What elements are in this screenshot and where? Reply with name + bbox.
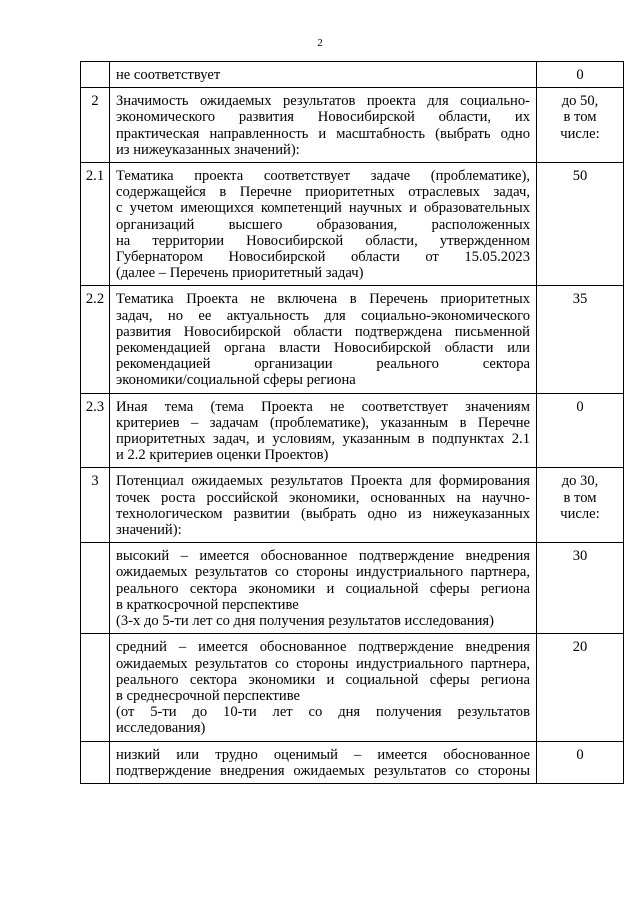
table-row xyxy=(81,286,624,393)
criterion-text-line: организаций высшего образования, расположенных xyxy=(116,216,530,233)
criterion-text-line: низкий или трудно оценимый – имеется обоснованное xyxy=(116,746,530,763)
criterion-text-line: (от 5-ти до 10-ти лет со дня получения результатов xyxy=(116,704,530,721)
score-cell xyxy=(537,88,624,163)
score-cell xyxy=(537,468,624,543)
criterion-description-cell xyxy=(110,634,537,741)
criterion-text-line: и 2.2 критериев оценки Проектов) xyxy=(116,447,329,464)
item-number-cell: 2 xyxy=(81,88,110,163)
score-cell xyxy=(537,543,624,634)
score-value: 30 xyxy=(572,548,588,565)
item-number-cell: 2.3 xyxy=(81,393,110,468)
score-value: в том xyxy=(563,489,597,506)
criterion-text-line: (далее – Перечень приоритетный задач) xyxy=(116,265,364,282)
item-number-cell: 2.2 xyxy=(81,286,110,393)
criterion-text-line: экономического развития Новосибирской области, их xyxy=(116,109,530,126)
score-value: 50 xyxy=(572,168,588,185)
table-row xyxy=(81,88,624,163)
criterion-text-line: исследования) xyxy=(116,720,206,737)
criterion-text-line: (3-х до 5-ти лет со дня получения результатов исследования) xyxy=(116,613,494,630)
score-value: до 50, xyxy=(561,93,599,110)
criterion-description-cell xyxy=(110,741,537,783)
criterion-text-line: Губернатором Новосибирской области от 15.05.2023 xyxy=(116,249,530,266)
score-cell xyxy=(537,62,624,88)
table-row xyxy=(81,163,624,286)
criterion-text-line: из нижеуказанных значений): xyxy=(116,141,300,158)
criterion-description-cell xyxy=(110,543,537,634)
item-number-cell: 3 xyxy=(81,468,110,543)
criterion-text-line: не соответствует xyxy=(116,67,221,83)
criterion-text-line: Тематика проекта соответствует задаче (проблематике), xyxy=(116,168,530,185)
criteria-table-body xyxy=(81,62,624,784)
criterion-text-line: рекомендацией организации реального сектора xyxy=(116,356,530,373)
criterion-text-line: ожидаемых результатов со стороны индустриального партнера, xyxy=(116,564,530,581)
score-value: 20 xyxy=(572,639,588,656)
criterion-text-line: в среднесрочной перспективе xyxy=(116,687,300,704)
score-cell xyxy=(537,634,624,741)
table-row xyxy=(81,543,624,634)
page-number: 2 xyxy=(317,37,323,49)
score-value: в том xyxy=(563,109,597,126)
criterion-text-line: подтверждение внедрения ожидаемых результатов со стороны xyxy=(116,762,530,779)
table-row xyxy=(81,634,624,741)
criterion-description-cell xyxy=(110,286,537,393)
score-value: числе: xyxy=(560,125,600,142)
criterion-text-line: задач, но ее актуальность для социально-экономического xyxy=(116,307,530,324)
item-number-cell xyxy=(81,634,110,741)
score-cell xyxy=(537,741,624,783)
criterion-text-line: Потенциал ожидаемых результатов Проекта для формирования xyxy=(116,473,530,490)
table-row xyxy=(81,741,624,783)
criterion-text-line: Значимость ожидаемых результатов проекта для социально- xyxy=(116,93,530,110)
criterion-description-cell xyxy=(110,468,537,543)
score-value: 0 xyxy=(576,746,584,763)
item-number-cell xyxy=(81,741,110,783)
criterion-text-line: содержащейся в Перечне приоритетных отраслевых задач, xyxy=(116,184,530,201)
table-row xyxy=(81,468,624,543)
criterion-text-line: экономики/социальной сферы региона xyxy=(116,372,356,389)
criterion-text-line: реального сектора экономики и социальной сферы региона xyxy=(116,671,530,688)
score-value: 35 xyxy=(572,291,588,308)
table-row xyxy=(81,62,624,88)
criterion-text-line: критериев – задачам (проблематике), указанным в Перечне xyxy=(116,414,530,431)
criterion-description-cell xyxy=(110,62,537,88)
item-number-cell xyxy=(81,62,110,88)
criterion-text-line: развития Новосибирской области подтверждена письменной xyxy=(116,323,530,340)
criterion-text-line: точек роста российской экономики, основанных на научно- xyxy=(116,489,530,506)
criterion-text-line: рекомендацией органа власти Новосибирской области или xyxy=(116,340,530,357)
table-row xyxy=(81,393,624,468)
criterion-text-line: практическая направленность и масштабность (выбрать одно xyxy=(116,125,530,142)
score-value: до 30, xyxy=(561,473,599,490)
criterion-description-cell xyxy=(110,393,537,468)
criterion-description-cell xyxy=(110,88,537,163)
criterion-text-line: Иная тема (тема Проекта не соответствует значениям xyxy=(116,398,530,415)
score-cell xyxy=(537,163,624,286)
criterion-text-line: Тематика Проекта не включена в Перечень приоритетных xyxy=(116,291,530,308)
criterion-text-line: технологическом развитии (выбрать одно из нижеуказанных xyxy=(116,505,530,522)
item-number-cell xyxy=(81,543,110,634)
item-number-cell: 2.1 xyxy=(81,163,110,286)
criterion-text-line: в краткосрочной перспективе xyxy=(116,596,299,613)
criterion-text-line: значений): xyxy=(116,522,182,539)
criteria-table xyxy=(80,61,624,784)
criterion-text-line: средний – имеется обоснованное подтверждение внедрения xyxy=(116,639,530,656)
criterion-text-line: высокий – имеется обоснованное подтверждение внедрения xyxy=(116,548,530,565)
score-cell xyxy=(537,393,624,468)
score-value: 0 xyxy=(576,67,584,83)
criterion-text-line: реального сектора экономики и социальной сферы региона xyxy=(116,580,530,597)
score-value: 0 xyxy=(576,398,584,415)
criterion-text-line: на территории Новосибирской области, утвержденном xyxy=(116,232,530,249)
criterion-text-line: ожидаемых результатов со стороны индустриального партнера, xyxy=(116,655,530,672)
criterion-text-line: приоритетных задач, и условиям, указанным в подпунктах 2.1 xyxy=(116,431,530,448)
score-value: числе: xyxy=(560,505,600,522)
criterion-description-cell xyxy=(110,163,537,286)
criterion-text-line: с учетом имеющихся компетенций научных и образовательных xyxy=(116,200,530,217)
score-cell xyxy=(537,286,624,393)
